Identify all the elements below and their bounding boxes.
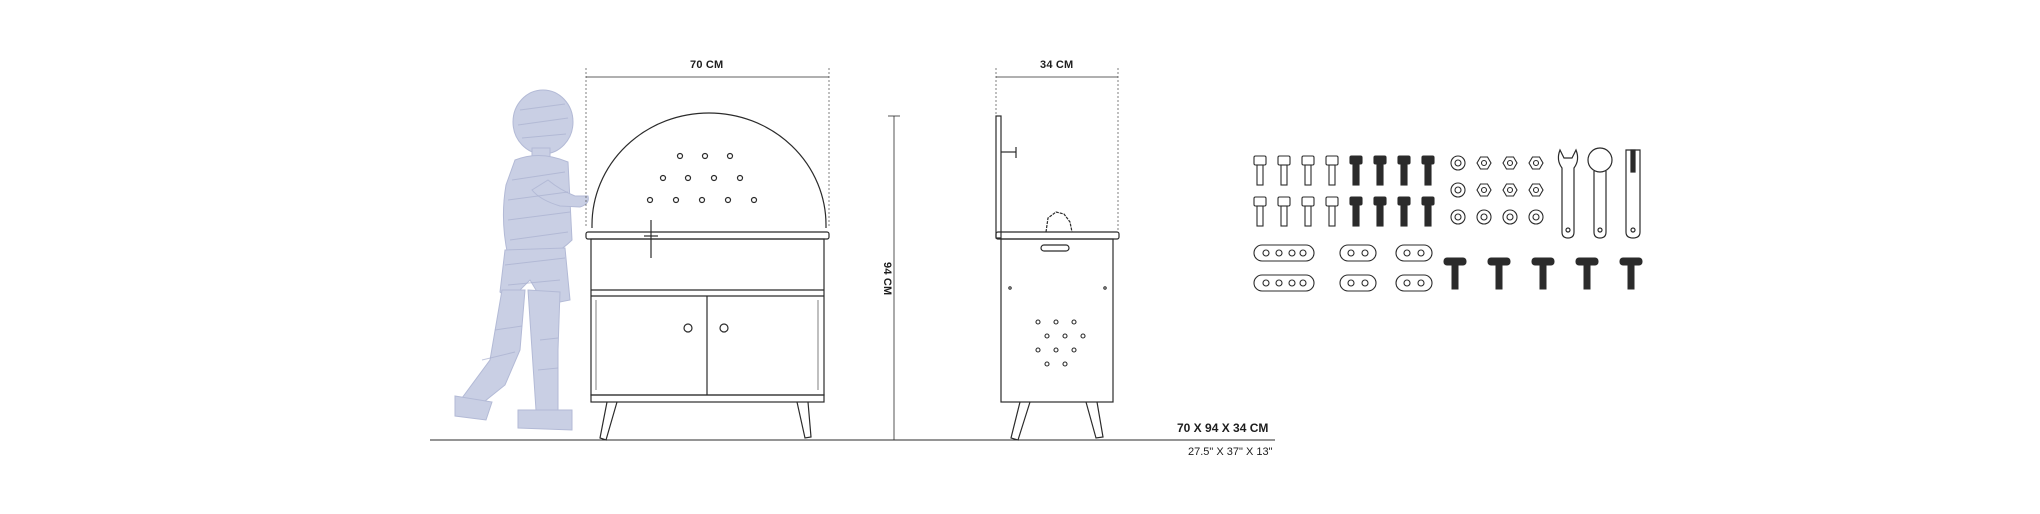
side-speaker-holes [1009, 287, 1106, 366]
side-view-drawing [996, 68, 1119, 440]
front-view-drawing [586, 68, 829, 440]
bolt-icon [1254, 197, 1338, 226]
wrench-icon [1558, 150, 1577, 238]
width-label: 70 CM [690, 59, 724, 71]
child-silhouette-icon [455, 90, 588, 430]
wrench-icon [1588, 148, 1612, 238]
screw-icon [1350, 156, 1434, 185]
screw-icon [1350, 197, 1434, 226]
front-peg-holes [648, 154, 757, 203]
bolt-icon [1254, 156, 1338, 185]
depth-label: 34 CM [1040, 59, 1074, 71]
nut-icon [1477, 157, 1543, 196]
wing-bolt-icon [1444, 258, 1642, 289]
connector-plate-icon [1254, 245, 1432, 291]
height-label: 94 CM [881, 262, 893, 296]
screwdriver-icon [1626, 150, 1640, 238]
size-imperial: 27.5" X 37" X 13" [1188, 446, 1273, 458]
size-metric: 70 X 94 X 34 CM [1177, 421, 1269, 435]
